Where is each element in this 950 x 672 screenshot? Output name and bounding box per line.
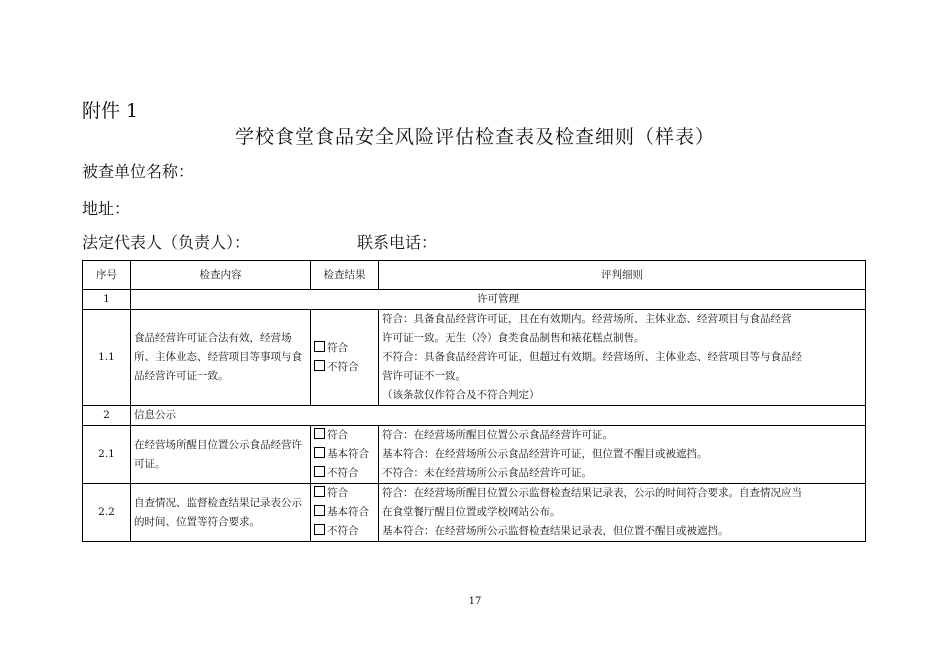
criteria-line: 符合：在经营场所醒目位置公示食品经营许可证。: [382, 429, 613, 441]
criteria-line: 基本符合：在经营场所公示监督检查结果记录表，但位置不醒目或被遮挡。: [382, 525, 729, 537]
item-content: 自查情况、监督检查结果记录表公示的时间、位置等符合要求。: [131, 484, 311, 542]
option-label: 基本符合: [327, 506, 369, 518]
item-number: 2.1: [83, 426, 131, 484]
result-option[interactable]: [314, 522, 375, 541]
header-number: 序号: [83, 261, 131, 290]
section-title: 信息公示: [131, 406, 866, 426]
criteria-line: 营许可证不一致。: [382, 370, 466, 382]
option-label: 不符合: [327, 525, 359, 537]
result-options: [311, 310, 379, 406]
inspected-unit-field: 被查单位名称：: [82, 162, 195, 181]
result-option[interactable]: [314, 484, 375, 503]
section-title: 许可管理: [131, 290, 866, 310]
checkbox-icon[interactable]: [314, 505, 325, 516]
phone-field: 联系电话：: [357, 233, 438, 252]
table-row: [83, 426, 866, 484]
table-row: [83, 484, 866, 542]
checkbox-icon[interactable]: [314, 360, 325, 371]
section-row: [83, 406, 866, 426]
header-content: 检查内容: [131, 261, 311, 290]
checkbox-icon[interactable]: [314, 341, 325, 352]
result-option[interactable]: [314, 358, 375, 377]
criteria-line: 不符合：未在经营场所公示食品经营许可证。: [382, 467, 592, 479]
inspection-table: [82, 260, 866, 542]
checkbox-icon[interactable]: [314, 447, 325, 458]
checkbox-icon[interactable]: [314, 428, 325, 439]
annex-label: 附件 1: [82, 100, 139, 122]
section-number: 2: [83, 406, 131, 426]
option-label: 符合: [327, 487, 348, 499]
section-number: 1: [83, 290, 131, 310]
checkbox-icon[interactable]: [314, 524, 325, 535]
criteria-note: （该条款仅作符合及不符合判定）: [382, 389, 540, 401]
result-options: [311, 484, 379, 542]
criteria-line: 在食堂餐厅醒目位置或学校网站公布。: [382, 506, 561, 518]
criteria-line: 许可证一致。无生（冷）食类食品制售和裱花糕点制售。: [382, 332, 645, 344]
option-label: 符合: [327, 429, 348, 441]
result-option[interactable]: [314, 445, 375, 464]
criteria-cell: [379, 484, 866, 542]
header-criteria: 评判细则: [379, 261, 866, 290]
criteria-line: 符合：在经营场所醒目位置公示监督检查结果记录表，公示的时间符合要求。自查情况应当: [382, 487, 802, 499]
criteria-cell: [379, 310, 866, 406]
result-option[interactable]: [314, 503, 375, 522]
criteria-line: 符合：具备食品经营许可证，且在有效期内。经营场所、主体业态、经营项目与食品经营: [382, 313, 792, 325]
item-number: 1.1: [83, 310, 131, 406]
checkbox-icon[interactable]: [314, 466, 325, 477]
table-row: [83, 310, 866, 406]
criteria-line: 不符合：具备食品经营许可证，但超过有效期。经营场所、主体业态、经营项目等与食品经: [382, 351, 802, 363]
section-row: [83, 290, 866, 310]
checkbox-icon[interactable]: [314, 486, 325, 497]
option-label: 不符合: [327, 360, 359, 373]
header-result: 检查结果: [311, 261, 379, 290]
result-option[interactable]: [314, 426, 375, 445]
result-option[interactable]: [314, 339, 375, 358]
option-label: 不符合: [327, 467, 359, 479]
option-label: 符合: [327, 341, 348, 354]
page-number: 17: [468, 596, 482, 607]
item-content: 在经营场所醒目位置公示食品经营许可证。: [131, 426, 311, 484]
criteria-line: 基本符合：在经营场所公示食品经营许可证，但位置不醒目或被遮挡。: [382, 448, 708, 460]
table-header-row: [83, 261, 866, 290]
document-title: 学校食堂食品安全风险评估检查表及检查细则（样表）: [234, 126, 715, 148]
address-field: 地址：: [82, 199, 131, 218]
option-label: 基本符合: [327, 448, 369, 460]
item-number: 2.2: [83, 484, 131, 542]
result-options: [311, 426, 379, 484]
result-option[interactable]: [314, 464, 375, 483]
criteria-cell: [379, 426, 866, 484]
legal-representative-field: 法定代表人（负责人）：: [82, 233, 251, 252]
item-content: 食品经营许可证合法有效，经营场所、主体业态、经营项目等事项与食品经营许可证一致。: [131, 310, 311, 406]
